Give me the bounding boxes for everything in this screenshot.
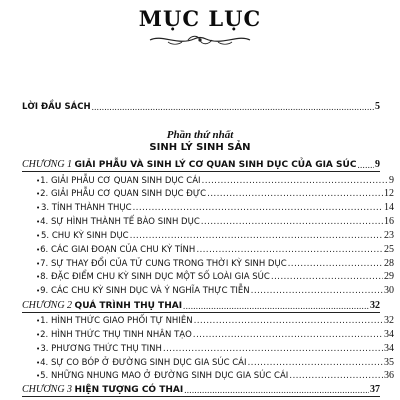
bullet-icon: •: [36, 287, 41, 295]
toc-item[interactable]: [22, 230, 394, 242]
toc-page-number: 5: [375, 101, 380, 112]
toc-item-label: 3. PHƯƠNG THỨC THỤ TINH: [40, 344, 162, 354]
leader-dots: [194, 315, 383, 327]
bullet-icon: •: [36, 232, 41, 240]
toc-item[interactable]: [22, 343, 394, 355]
chapter-title: QUÁ TRÌNH THỤ THAI: [74, 301, 183, 311]
bullet-icon: •: [36, 372, 41, 380]
leader-dots: [288, 258, 383, 270]
toc-page-number: 9: [375, 159, 380, 170]
chapter-number: CHƯƠNG 2: [22, 300, 73, 311]
leader-dots: [289, 370, 383, 382]
leader-dots: [183, 300, 369, 312]
toc-item-label: 2. GIẢI PHẪU CƠ QUAN SINH DỤC ĐỰC: [40, 189, 207, 199]
toc-item[interactable]: [22, 244, 394, 256]
leader-dots: [193, 329, 383, 341]
toc-item-label: 3. TÍNH THÀNH THỤC: [40, 203, 132, 213]
toc-page-number: 12: [384, 188, 394, 199]
bullet-icon: •: [36, 190, 41, 198]
chapter-number: CHƯƠNG 3: [22, 384, 73, 395]
bullet-icon: •: [36, 273, 41, 281]
toc-entry-label: LỜI ĐẦU SÁCH: [22, 102, 91, 112]
toc-page-number: 34: [384, 343, 394, 354]
leader-dots: [92, 101, 374, 113]
toc-item[interactable]: [22, 188, 394, 200]
toc-page-number: 35: [384, 357, 394, 368]
toc-item-label: 4. SỰ HÌNH THÀNH TẾ BÀO SINH DỤC: [40, 217, 200, 227]
toc-chapter-1[interactable]: [22, 160, 380, 172]
leader-dots: [196, 244, 383, 256]
toc-item[interactable]: [22, 329, 394, 341]
toc-item[interactable]: [22, 315, 394, 327]
leader-dots: [251, 285, 383, 297]
toc-entry-intro[interactable]: [22, 101, 380, 113]
toc-item[interactable]: [22, 357, 394, 369]
toc-page-number: 30: [384, 285, 394, 296]
chapter-title: HIỆN TƯỢNG CÓ THAI: [74, 385, 184, 395]
bullet-icon: •: [36, 177, 41, 185]
toc-item-label: 2. HÌNH THỨC THỤ TINH NHÂN TẠO: [40, 330, 192, 340]
toc-page-number: 32: [384, 315, 394, 326]
leader-dots: [271, 271, 383, 283]
toc-page-number: 29: [384, 271, 394, 282]
toc-item[interactable]: [22, 271, 394, 283]
toc-item[interactable]: [22, 202, 394, 214]
toc-item-label: 4. SỰ CO BÓP Ở ĐƯỜNG SINH DỤC GIA SÚC CÁI: [40, 358, 247, 368]
leader-dots: [248, 357, 384, 369]
bullet-icon: •: [36, 204, 41, 212]
part-title: SINH LÝ SINH SẢN: [149, 142, 251, 153]
toc-item[interactable]: [22, 285, 394, 297]
toc-item-label: 1. GIẢI PHẪU CƠ QUAN SINH DỤC CÁI: [40, 176, 201, 186]
page-title: MỤC LỤC: [138, 6, 262, 31]
bullet-icon: •: [36, 260, 41, 268]
leader-dots: [201, 216, 383, 228]
bullet-icon: •: [36, 246, 41, 254]
leader-dots: [357, 159, 374, 171]
leader-dots: [202, 175, 388, 187]
toc-page-number: 25: [384, 244, 394, 255]
toc-item[interactable]: [22, 258, 394, 270]
leader-dots: [163, 343, 383, 355]
toc-item-label: 9. CÁC CHU KỲ SINH DỤC VÀ Ý NGHĨA THỰC TIỄN: [40, 286, 250, 296]
part-label: Phần thứ nhất: [166, 129, 234, 141]
toc-chapter-3[interactable]: [22, 385, 380, 397]
toc-item-label: 5. NHỮNG NHUNG MAO Ở ĐƯỜNG SINH DỤC GIA SÚC CÁI: [40, 371, 289, 381]
toc-page-number: 16: [384, 216, 394, 227]
leader-dots: [130, 230, 383, 242]
bullet-icon: •: [36, 359, 41, 367]
leader-dots: [184, 384, 369, 396]
bullet-icon: •: [36, 345, 41, 353]
toc-item-label: 8. ĐẶC ĐIỂM CHU KỲ SINH DỤC MỘT SỐ LOÀI GIA SÚC: [40, 272, 270, 282]
toc-page-number: 14: [384, 202, 394, 213]
toc-page-number: 36: [384, 370, 394, 381]
ornament-divider-icon: [148, 33, 252, 47]
chapter-title: GIẢI PHẪU VÀ SINH LÝ CƠ QUAN SINH DỤC CỦA GIA SÚC: [74, 160, 357, 170]
toc-page-number: 37: [370, 384, 380, 395]
toc-page-number: 32: [370, 300, 380, 311]
bullet-icon: •: [36, 218, 41, 226]
toc-item[interactable]: [22, 216, 394, 228]
leader-dots: [207, 188, 383, 200]
toc-item[interactable]: [22, 175, 394, 187]
toc-item-label: 6. CÁC GIAI ĐOẠN CỦA CHU KỲ TÍNH: [40, 245, 196, 255]
bullet-icon: •: [36, 331, 41, 339]
toc-item-label: 5. CHU KỲ SINH DỤC: [41, 231, 129, 241]
toc-item-label: 7. SỰ THAY ĐỔI CỦA TỬ CUNG TRONG THỜI KỲ SINH DỤC: [40, 259, 287, 269]
leader-dots: [133, 202, 383, 214]
toc-page-number: 28: [384, 258, 394, 269]
toc-item[interactable]: [22, 370, 394, 382]
toc-item-label: 1. HÌNH THỨC GIAO PHỐI TỰ NHIÊN: [40, 316, 193, 326]
toc-chapter-2[interactable]: [22, 301, 380, 313]
chapter-number: CHƯƠNG 1: [22, 159, 73, 170]
bullet-icon: •: [36, 317, 41, 325]
toc-page-number: 23: [384, 230, 394, 241]
toc-page-number: 9: [389, 175, 394, 186]
toc-page-number: 34: [384, 329, 394, 340]
